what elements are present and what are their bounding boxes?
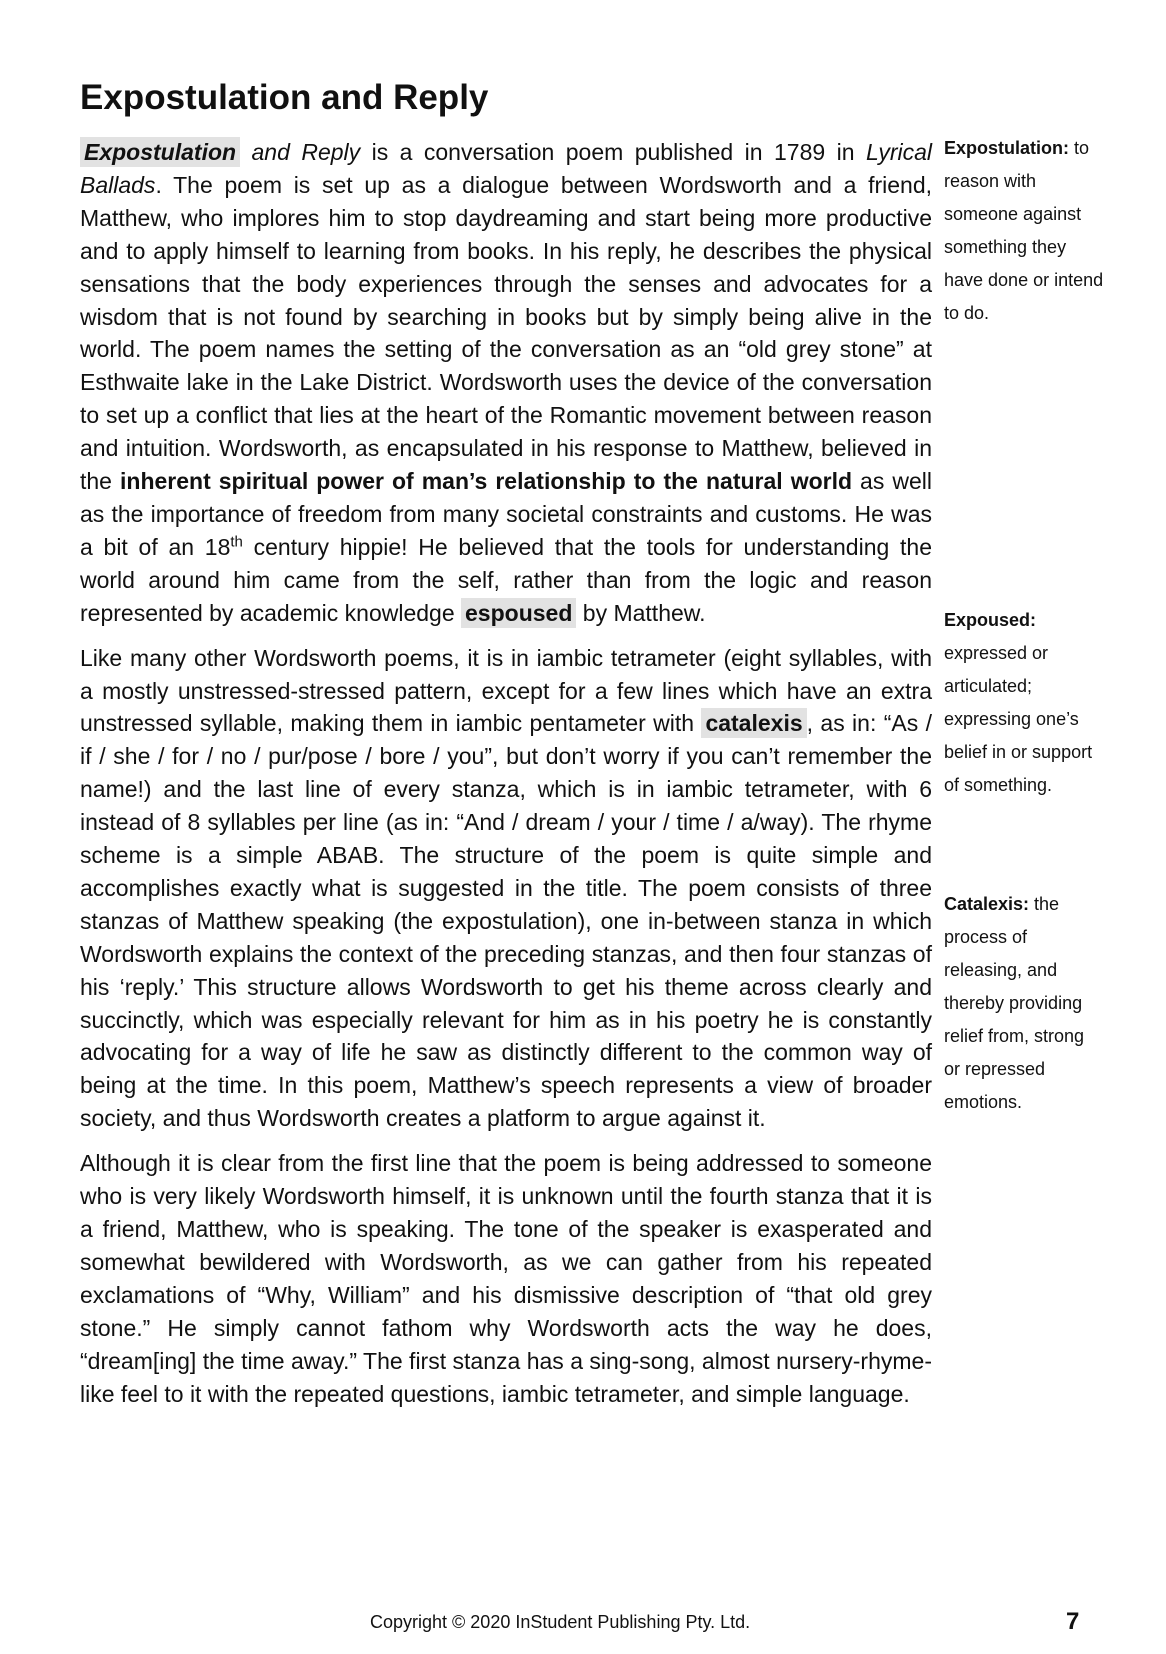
text-run: Like many other Wordsworth poems, it is in iambic tetrameter (eight syllables, with a mostly unstressed-stressed pattern, except for a few lines which have an extra unstressed syllable, making them in iambic pentameter with: [80, 644, 932, 737]
main-text: [80, 136, 932, 1422]
glossary-definition: to reason with someone against something they have done or intend to do.: [944, 138, 1104, 323]
highlight-catalexis: catalexis: [701, 708, 806, 738]
glossary-catalexis: [944, 888, 1104, 1119]
superscript: th: [230, 533, 243, 551]
glossary-expoused: [944, 604, 1104, 802]
page-number: 7: [1066, 1608, 1080, 1635]
glossary-term: Expostulation:: [944, 138, 1069, 158]
text-run: by Matthew.: [576, 599, 706, 626]
paragraph-3: Although it is clear from the first line that the poem is being addressed to someone who is very likely Wordsworth himself, it is unknown until the fourth stanza that it is a friend, Matthew, who is speaking. The tone of the speaker is exasperated and somewhat bewildered with Wordsworth, as we can gather from his repeated exclamations of “Why, William” and his dismissive description of “that old grey stone.” He simply cannot fathom why Wordsworth acts the way he does, “dream[ing] the time away.” The first stanza has a sing-song, almost nursery-rhyme-like feel to it with the repeated questions, iambic tetrameter, and simple language.: [80, 1150, 932, 1407]
highlight-expostulation: Expostulation: [80, 137, 240, 167]
glossary-definition: the process of releasing, and thereby providing relief from, strong or repressed emotions.: [944, 894, 1085, 1112]
text-run: as well as the importance of freedom from many societal constraints and customs. He was a bit of an 18: [80, 468, 932, 560]
text-run: , as in: “As / if / she / for / no / pur/pose / bore / you”, but don’t worry if you can’t remember the name!) and the last line of every stanza, which is in iambic tetrameter, with 6 instead of 8 syllables per line (as in: “And / dream / your / time / a/way). The rhyme scheme is a simple ABAB. The structure of the poem is quite simple and accomplishes exactly what is suggested in the title. The poem consists of three stanzas of Matthew speaking (the expostulation), one in-between stanza in which Wordsworth explains the context of the preceding stanzas, and then four stanzas of his ‘reply.’ This structure allows Wordsworth to get his theme across clearly and succinctly, which was especially relevant for him as in his poetry he is constantly advocating for a way of life he saw as distinctly different to the common way of being at the time. In this poem, Matthew’s speech represents a view of broader society, and thus Wordsworth creates a platform to argue against it.: [80, 710, 932, 1132]
text-run: . The poem is set up as a dialogue between Wordsworth and a friend, Matthew, who implores him to stop daydreaming and start being more productive and to apply himself to learning from books. In his reply, he describes the physical sensations that the body experiences through the senses and advocates for a wisdom that is not found by searching in books but by simply being alive in the world. The poem names the setting of the conversation as an “old grey stone” at Esthwaite lake in the Lake District. Wordsworth uses the device of the conversation to set up a conflict that lies at the heart of the Romantic movement between reason and intuition. Wordsworth, as encapsulated in his response to Matthew, believed in the: [80, 171, 932, 495]
page-title: Expostulation and Reply: [80, 78, 489, 117]
glossary-definition: expressed or articulated; expressing one’s belief in or support of something.: [944, 643, 1093, 795]
glossary-term: Expoused:: [944, 610, 1037, 630]
text-run: century hippie! He believed that the tools for understanding the world around him came from the self, rather than from the logic and reason represented by academic knowledge: [80, 533, 932, 626]
highlight-espoused: espoused: [461, 598, 576, 628]
glossary-term: Catalexis:: [944, 894, 1030, 914]
copyright-text: Copyright © 2020 InStudent Publishing Pty. Ltd.: [370, 1612, 751, 1632]
paragraph-1: [80, 136, 932, 630]
text-italic: and Reply: [251, 139, 361, 165]
text-run: is a conversation poem published in 1789 in: [360, 139, 866, 165]
text-italic: Lyrical Ballads: [80, 139, 932, 198]
text-bold: inherent spiritual power of man’s relationship to the natural world: [120, 468, 853, 495]
paragraph-2: [80, 642, 932, 1136]
glossary-expostulation: [944, 132, 1104, 330]
